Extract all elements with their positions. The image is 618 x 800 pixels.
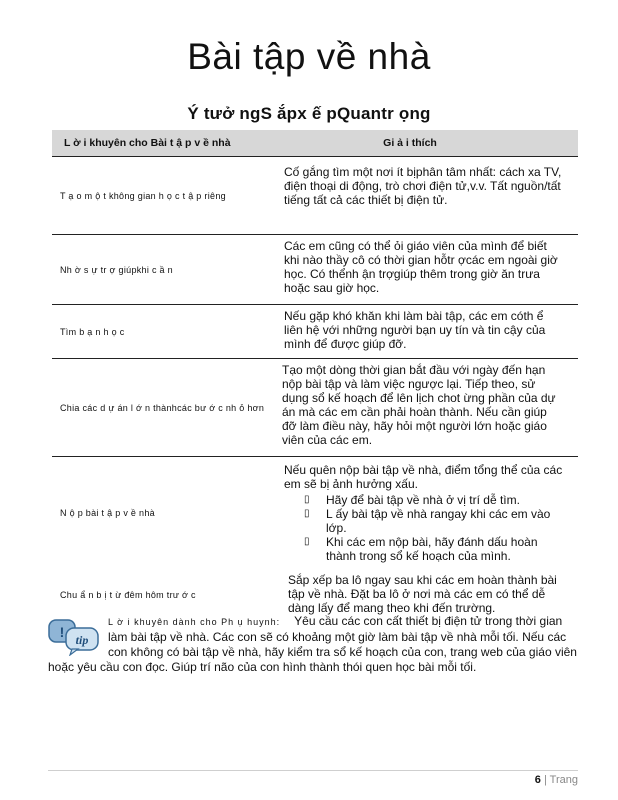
svg-text:!: ! [59,624,65,640]
section-subtitle: Ý tưở ngS ắpx ế pQuantr ọng [187,104,431,123]
page-title: Bài tập về nhà [187,36,431,77]
bullet-icon: ▯ [304,508,310,519]
list-item: ▯ L ấy bài tập về nhà rangay khi các em vào lớp. [304,507,551,535]
row-explanation: Tạo một dòng thời gian bắt đầu với ngày đến hạn nộp bài tập và làm việc ngược lại. Tiếp theo, sử dụng sổ kế hoạch để lên lịch chot ừng phần của dự án mà các em cần phải hoàn thành. Nếu cần giúp đỡ làm điều này, hãy hỏi một người lớn hoặc giáo viên của các em. [282,363,556,447]
row-explanation: Sắp xếp ba lô ngay sau khi các em hoàn thành bài tập về nhà. Đặt ba lô ở nơi mà các em có thể dễ dàng lấy để mang theo khi đến trường. [288,573,557,615]
tips-table [52,130,578,621]
list-item: ▯ Khi các em nộp bài, hãy đánh dấu hoàn thành trong sổ kế hoạch của mình. [304,535,538,563]
row-explanation: Cố gắng tìm một nơi ít bịphân tâm nhất: cách xa TV, điện thoại di động, trò chơi điện tử,v.v. Tất nguồn/tất tiếng tất cả các thiết bị điện tử. [284,165,562,207]
bullet-list [284,493,564,563]
list-item: ▯ Hãy để bài tập về nhà ở vị trí dễ tìm. [304,493,520,507]
page-number: 6 [534,774,541,786]
table-row [52,235,578,305]
table-header [52,130,578,157]
table-row [52,457,578,569]
table-row [52,359,578,457]
header-advice: L ờ i khuyên cho Bài t ậ p v ề nhà [64,137,231,149]
row-advice: Chu ẩ n b ị t ừ đêm hôm trư ớ c [60,590,196,600]
row-explanation: Các em cũng có thể ỏi giáo viên của mình để biết khi nào thầy cô có thời gian hỗtr ợcác em ngoài giờ học. Có thểnh ận trợgiúp thêm trong giờ ăn trưa hoặc sau giờ học. [284,239,558,295]
row-explanation: Nếu gặp khó khăn khi làm bài tập, các em cóth ể liên hệ với những người bạn uy tín và tin cậy của mình để được giúp đỡ. [284,309,546,351]
row-advice: Nh ờ s ự tr ợ giúpkhi c ầ n [60,264,173,275]
row-explanation: Nếu quên nộp bài tập về nhà, điểm tổng thể của các em sẽ bị ảnh hưởng xấu. ▯ Hãy để bài tập về nhà ở vị trí dễ tìm. ▯ L ấy bài tập về nhà rangay khi các em vào lớp. ▯ Khi các em nộp bài, hãy đánh dấu hoàn thành trong sổ kế hoạch của mình. [284,463,563,563]
row-advice: Chia các d ự án l ớ n thànhcác bư ớ c nh ỏ hơn [60,402,265,413]
table-row [52,305,578,359]
page-footer [48,774,578,786]
bullet-icon: ▯ [304,494,310,505]
bullet-icon: ▯ [304,536,310,547]
svg-text:tip: tip [75,633,89,647]
header-explanation: Gi ả i thích [383,137,437,149]
row-advice: T ạ o m ộ t không gian h ọ c t ậ p riêng [60,190,226,201]
table-row [52,157,578,235]
parent-tip [48,614,578,675]
footer-divider [48,770,578,771]
tip-icon [48,616,100,656]
row-advice: N ộ p bài t ậ p v ề nhà [60,508,155,518]
page-label: Trang [549,774,578,786]
tip-text: Yêu cầu các con cất thiết bị điện tử trong thời gian làm bài tập về nhà. Các con sẽ có khoảng một giờ làm bài tập về nhà mỗi tối. Nếu các con không có bài tập về nhà, hãy kiểm tra sổ kế hoạch của con, trang web của giáo viên hoặc yêu cầu con đọc. Giúp trí não của con hình thành thói quen học bài mỗi tối. [48,614,577,674]
footer-separator: | [543,774,547,786]
row-advice: Tìm b ạ n h ọ c [60,326,125,337]
tip-label: L ờ i khuyên dành cho Ph ụ huynh: [108,617,281,627]
